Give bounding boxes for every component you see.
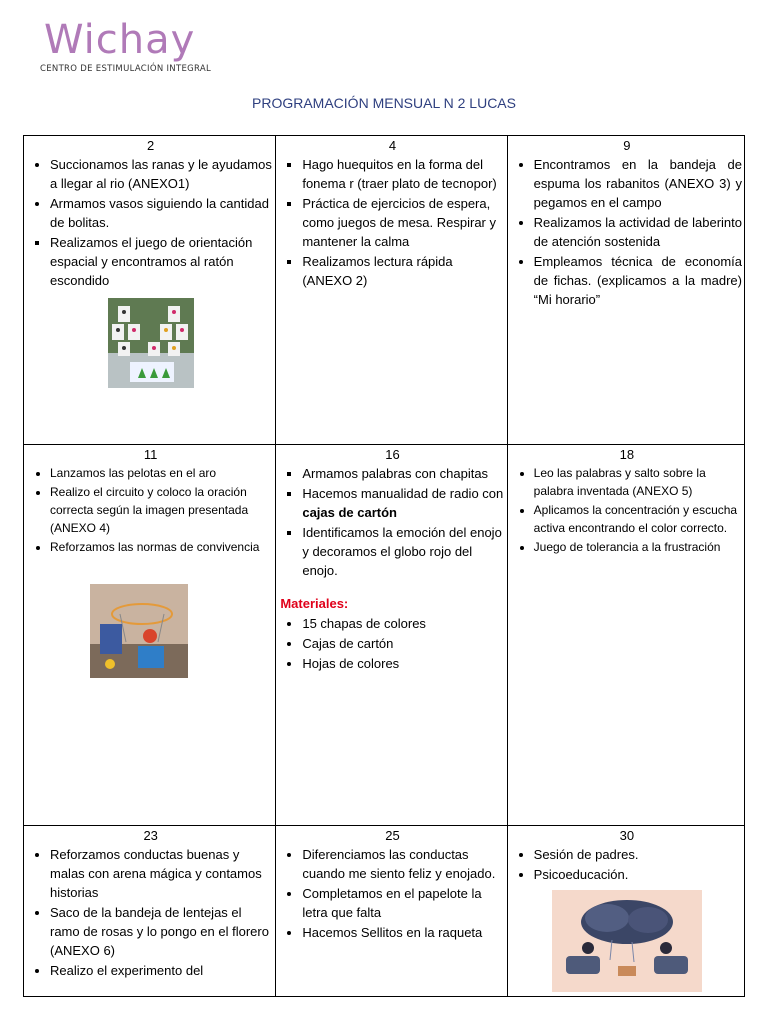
logo-wordmark: Wichay	[44, 17, 196, 63]
activity-item: • Empleamos técnica de economía de fichas. (explicamos a la madre) “Mi horario”	[534, 252, 742, 309]
activity-item: • Reforzamos conductas buenas y malas con arena mágica y contamos historias	[50, 845, 273, 902]
day-cell	[24, 136, 276, 445]
activity-item: • Leo las palabras y salto sobre la palabra inventada (ANEXO 5)	[534, 464, 742, 500]
day-cell	[276, 826, 507, 997]
activity-item: • Reforzamos las normas de convivencia	[50, 538, 273, 556]
activity-item: • Armamos vasos siguiendo la cantidad de bolitas.	[50, 194, 273, 232]
material-item: • Hojas de colores	[302, 654, 504, 673]
activity-item: ▪ Realizamos lectura rápida (ANEXO 2)	[302, 252, 504, 290]
day-cell	[507, 826, 744, 997]
activity-item: • Lanzamos las pelotas en el aro	[50, 464, 273, 482]
activity-item: • Completamos en el papelote la letra que falta	[302, 884, 504, 922]
circuit-photo	[90, 584, 188, 678]
day-cell	[24, 445, 276, 826]
activity-item: • Succionamos las ranas y le ayudamos a llegar al rio (ANEXO1)	[50, 155, 273, 193]
activity-item: ▪ Realizamos el juego de orientación espacial y encontramos al ratón escondido	[50, 233, 273, 290]
activity-item: • Saco de la bandeja de lentejas el ramo de rosas y lo pongo en el florero (ANEXO 6)	[50, 903, 273, 960]
activity-item: ▪ Identificamos la emoción del enojo y decoramos el globo rojo del enojo.	[302, 523, 504, 580]
day-cell	[507, 136, 744, 445]
day-number: 30	[619, 828, 635, 843]
cups-photo	[108, 298, 194, 388]
day-number: 18	[619, 447, 635, 462]
material-item: • 15 chapas de colores	[302, 614, 504, 633]
activity-item: • Aplicamos la concentración y escucha activa encontrando el color correcto.	[534, 501, 742, 537]
radio-text-bold: cajas de cartón	[302, 505, 397, 520]
psychoeducation-illustration	[552, 890, 702, 992]
activity-item: • Realizo el experimento del	[50, 961, 273, 980]
materials-heading: Materiales:	[280, 596, 349, 611]
activity-item: • Juego de tolerancia a la frustración	[534, 538, 742, 556]
activity-item: • Realizamos la actividad de laberinto de atención sostenida	[534, 213, 742, 251]
day-number: 16	[385, 447, 400, 462]
day-cell	[276, 445, 507, 826]
activity-item: • Sesión de padres.	[534, 845, 742, 864]
activity-item: ▪ Hago huequitos en la forma del fonema r (traer plato de tecnopor)	[302, 155, 504, 193]
day-cell	[276, 136, 507, 445]
table-row	[24, 445, 745, 826]
day-number: 4	[388, 138, 397, 153]
day-cell	[24, 826, 276, 997]
activity-item: • Realizo el circuito y coloco la oración correcta según la imagen presentada (ANEXO 4)	[50, 483, 273, 537]
table-row	[24, 826, 745, 997]
page-title: PROGRAMACIÓN MENSUAL N 2 LUCAS	[252, 95, 516, 111]
day-number: 23	[143, 828, 158, 843]
day-number: 25	[385, 828, 400, 843]
material-item: • Cajas de cartón	[302, 634, 504, 653]
activity-item: • Psicoeducación.	[534, 865, 742, 884]
activity-item: • Hacemos Sellitos en la raqueta	[302, 923, 504, 942]
logo	[40, 18, 210, 76]
day-number: 2	[147, 138, 155, 153]
table-row	[24, 136, 745, 445]
activity-item: • Encontramos en la bandeja de espuma los rabanitos (ANEXO 3) y pegamos en el campo	[534, 155, 742, 212]
logo-subtitle: CENTRO DE ESTIMULACIÓN INTEGRAL	[40, 64, 212, 74]
radio-text: Hacemos manualidad de radio con	[302, 486, 504, 501]
activity-item: • Diferenciamos las conductas cuando me siento feliz y enojado.	[302, 845, 504, 883]
day-number: 11	[143, 447, 158, 462]
activity-item: ▪ Armamos palabras con chapitas	[302, 464, 504, 483]
day-number: 9	[623, 138, 631, 153]
activity-item	[302, 484, 504, 522]
schedule-table	[23, 135, 745, 997]
activity-item: ▪ Práctica de ejercicios de espera, como juegos de mesa. Respirar y mantener la calma	[302, 194, 504, 251]
day-cell	[507, 445, 744, 826]
